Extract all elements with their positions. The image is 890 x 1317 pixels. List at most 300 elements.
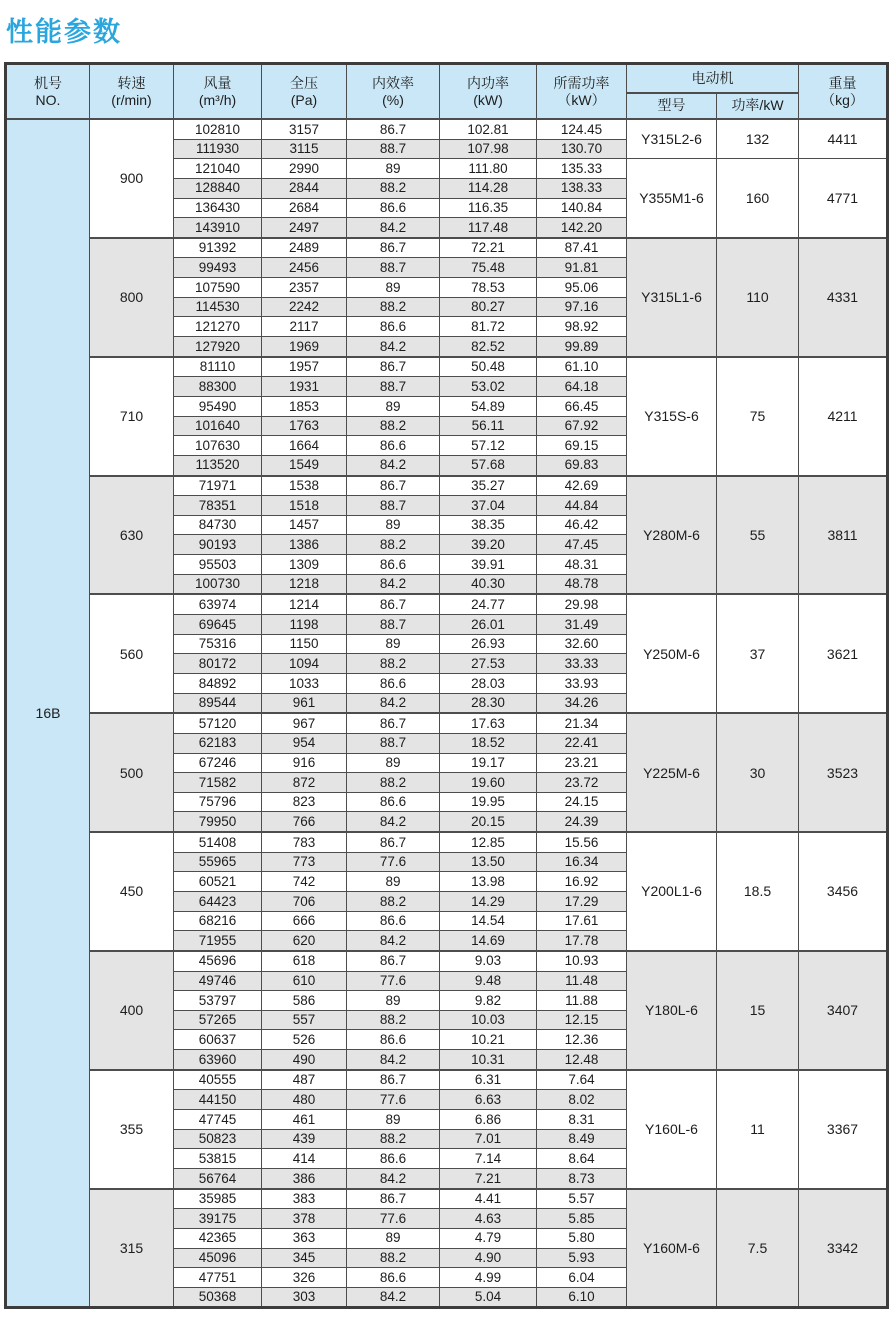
pressure-cell: 823 [262,792,347,812]
efficiency-cell: 86.7 [347,1189,440,1209]
efficiency-cell: 84.2 [347,1050,440,1070]
pressure-cell: 2357 [262,278,347,298]
motor-power-cell: 30 [717,713,799,832]
pressure-cell: 2844 [262,178,347,198]
table-row [6,832,888,852]
airflow-cell: 100730 [174,574,262,594]
pressure-cell: 461 [262,1110,347,1130]
pressure-cell: 742 [262,872,347,892]
airflow-cell: 80172 [174,654,262,674]
airflow-cell: 113520 [174,455,262,475]
motor-power-cell: 160 [717,159,799,238]
airflow-cell: 50368 [174,1287,262,1308]
col-header-airflow-line2: (m³/h) [198,91,237,108]
efficiency-cell: 88.7 [347,139,440,159]
speed-cell: 560 [90,594,174,713]
pressure-cell: 1931 [262,377,347,397]
internal-power-cell: 6.86 [440,1110,537,1130]
table-row [6,1070,888,1090]
pressure-cell: 773 [262,852,347,872]
col-header-efficiency-line1: 内效率 [372,75,414,92]
required-power-cell: 11.48 [537,971,627,991]
required-power-cell: 12.15 [537,1010,627,1030]
required-power-cell: 44.84 [537,496,627,516]
col-header-efficiency [347,64,440,120]
motor-power-cell: 11 [717,1070,799,1189]
col-header-airflow-line1: 风量 [203,75,232,92]
speed-cell: 315 [90,1189,174,1308]
col-header-speed-line2: (r/min) [111,91,152,108]
internal-power-cell: 19.95 [440,792,537,812]
internal-power-cell: 72.21 [440,238,537,258]
pressure-cell: 480 [262,1090,347,1110]
internal-power-cell: 82.52 [440,337,537,357]
weight-cell: 4771 [799,159,888,238]
required-power-cell: 7.64 [537,1070,627,1090]
required-power-cell: 33.93 [537,673,627,693]
pressure-cell: 1957 [262,357,347,377]
airflow-cell: 136430 [174,198,262,218]
airflow-cell: 99493 [174,258,262,278]
col-header-motor-model: 型号 [627,93,717,119]
pressure-cell: 1664 [262,436,347,456]
motor-model-cell: Y160M-6 [627,1189,717,1308]
required-power-cell: 16.34 [537,852,627,872]
required-power-cell: 135.33 [537,159,627,179]
airflow-cell: 55965 [174,852,262,872]
airflow-cell: 45696 [174,951,262,971]
airflow-cell: 56764 [174,1168,262,1188]
airflow-cell: 44150 [174,1090,262,1110]
internal-power-cell: 6.63 [440,1090,537,1110]
airflow-cell: 111930 [174,139,262,159]
internal-power-cell: 4.63 [440,1209,537,1229]
internal-power-cell: 13.98 [440,872,537,892]
required-power-cell: 42.69 [537,476,627,496]
motor-model-cell: Y280M-6 [627,476,717,595]
internal-power-cell: 35.27 [440,476,537,496]
required-power-cell: 91.81 [537,258,627,278]
airflow-cell: 63974 [174,594,262,614]
efficiency-cell: 77.6 [347,971,440,991]
efficiency-cell: 88.2 [347,773,440,793]
efficiency-cell: 86.7 [347,119,440,139]
efficiency-cell: 89 [347,515,440,535]
table-row [6,476,888,496]
airflow-cell: 50823 [174,1129,262,1149]
efficiency-cell: 84.2 [347,812,440,832]
pressure-cell: 363 [262,1228,347,1248]
required-power-cell: 23.21 [537,753,627,773]
pressure-cell: 1457 [262,515,347,535]
efficiency-cell: 89 [347,634,440,654]
internal-power-cell: 53.02 [440,377,537,397]
pressure-cell: 2242 [262,297,347,317]
required-power-cell: 12.48 [537,1050,627,1070]
required-power-cell: 15.56 [537,832,627,852]
internal-power-cell: 14.29 [440,891,537,911]
airflow-cell: 57265 [174,1010,262,1030]
internal-power-cell: 10.21 [440,1030,537,1050]
required-power-cell: 6.10 [537,1287,627,1308]
airflow-cell: 35985 [174,1189,262,1209]
motor-model-cell: Y180L-6 [627,951,717,1070]
airflow-cell: 71971 [174,476,262,496]
required-power-cell: 24.15 [537,792,627,812]
airflow-cell: 60521 [174,872,262,892]
required-power-cell: 124.45 [537,119,627,139]
efficiency-cell: 86.7 [347,357,440,377]
airflow-cell: 107630 [174,436,262,456]
pressure-cell: 2497 [262,218,347,238]
col-header-motor: 电动机 [627,64,799,94]
pressure-cell: 954 [262,733,347,753]
col-header-machine-no-line1: 机号 [34,75,62,92]
efficiency-cell: 77.6 [347,852,440,872]
efficiency-cell: 84.2 [347,455,440,475]
weight-cell: 4331 [799,238,888,357]
internal-power-cell: 13.50 [440,852,537,872]
internal-power-cell: 24.77 [440,594,537,614]
machine-no-cell: 16B [6,119,90,1308]
motor-model-cell: Y160L-6 [627,1070,717,1189]
col-header-required-power-line2: （kW） [557,91,606,108]
internal-power-cell: 12.85 [440,832,537,852]
internal-power-cell: 38.35 [440,515,537,535]
speed-cell: 400 [90,951,174,1070]
weight-cell: 3523 [799,713,888,832]
required-power-cell: 95.06 [537,278,627,298]
pressure-cell: 872 [262,773,347,793]
required-power-cell: 8.49 [537,1129,627,1149]
airflow-cell: 42365 [174,1228,262,1248]
motor-model-cell: Y315L1-6 [627,238,717,357]
required-power-cell: 10.93 [537,951,627,971]
airflow-cell: 95490 [174,396,262,416]
efficiency-cell: 86.6 [347,317,440,337]
internal-power-cell: 27.53 [440,654,537,674]
pressure-cell: 618 [262,951,347,971]
motor-power-cell: 75 [717,357,799,476]
efficiency-cell: 88.2 [347,1010,440,1030]
efficiency-cell: 86.7 [347,832,440,852]
pressure-cell: 1853 [262,396,347,416]
airflow-cell: 89544 [174,693,262,713]
required-power-cell: 31.49 [537,615,627,635]
motor-power-cell: 110 [717,238,799,357]
efficiency-cell: 86.6 [347,792,440,812]
required-power-cell: 17.78 [537,931,627,951]
efficiency-cell: 89 [347,1110,440,1130]
speed-cell: 630 [90,476,174,595]
internal-power-cell: 20.15 [440,812,537,832]
internal-power-cell: 17.63 [440,713,537,733]
internal-power-cell: 9.03 [440,951,537,971]
pressure-cell: 666 [262,911,347,931]
weight-cell: 3342 [799,1189,888,1308]
pressure-cell: 1094 [262,654,347,674]
pressure-cell: 3115 [262,139,347,159]
internal-power-cell: 50.48 [440,357,537,377]
pressure-cell: 2117 [262,317,347,337]
col-header-pressure-line2: (Pa) [290,91,318,108]
motor-power-cell: 37 [717,594,799,713]
airflow-cell: 78351 [174,496,262,516]
pressure-cell: 414 [262,1149,347,1169]
weight-cell: 3367 [799,1070,888,1189]
pressure-cell: 783 [262,832,347,852]
airflow-cell: 81110 [174,357,262,377]
performance-table [4,62,889,1309]
pressure-cell: 3157 [262,119,347,139]
efficiency-cell: 86.6 [347,1149,440,1169]
required-power-cell: 21.34 [537,713,627,733]
col-header-weight-line2: （kg） [821,91,864,108]
internal-power-cell: 14.54 [440,911,537,931]
efficiency-cell: 88.2 [347,891,440,911]
col-header-machine-no-line2: NO. [35,91,61,108]
airflow-cell: 121270 [174,317,262,337]
airflow-cell: 60637 [174,1030,262,1050]
airflow-cell: 64423 [174,891,262,911]
required-power-cell: 5.85 [537,1209,627,1229]
internal-power-cell: 28.03 [440,673,537,693]
pressure-cell: 378 [262,1209,347,1229]
col-header-efficiency-line2: (%) [382,91,404,108]
pressure-cell: 1218 [262,574,347,594]
pressure-cell: 1198 [262,615,347,635]
pressure-cell: 1969 [262,337,347,357]
airflow-cell: 39175 [174,1209,262,1229]
table-row [6,713,888,733]
col-header-internal-power [440,64,537,120]
table-row [6,238,888,258]
speed-cell: 900 [90,119,174,238]
required-power-cell: 5.57 [537,1189,627,1209]
pressure-cell: 586 [262,991,347,1011]
airflow-cell: 47751 [174,1268,262,1288]
pressure-cell: 1150 [262,634,347,654]
required-power-cell: 69.15 [537,436,627,456]
internal-power-cell: 6.31 [440,1070,537,1090]
airflow-cell: 79950 [174,812,262,832]
airflow-cell: 107590 [174,278,262,298]
efficiency-cell: 84.2 [347,1168,440,1188]
efficiency-cell: 88.2 [347,178,440,198]
required-power-cell: 138.33 [537,178,627,198]
weight-cell: 4411 [799,119,888,159]
pressure-cell: 526 [262,1030,347,1050]
airflow-cell: 91392 [174,238,262,258]
required-power-cell: 33.33 [537,654,627,674]
pressure-cell: 326 [262,1268,347,1288]
required-power-cell: 8.73 [537,1168,627,1188]
pressure-cell: 1214 [262,594,347,614]
airflow-cell: 63960 [174,1050,262,1070]
internal-power-cell: 102.81 [440,119,537,139]
airflow-cell: 40555 [174,1070,262,1090]
airflow-cell: 95503 [174,555,262,575]
efficiency-cell: 84.2 [347,1287,440,1308]
internal-power-cell: 114.28 [440,178,537,198]
page-title: 性能参数 [6,17,122,47]
table-row [6,594,888,614]
pressure-cell: 2684 [262,198,347,218]
required-power-cell: 140.84 [537,198,627,218]
required-power-cell: 17.29 [537,891,627,911]
efficiency-cell: 89 [347,278,440,298]
table-row [6,357,888,377]
internal-power-cell: 26.01 [440,615,537,635]
table-body [6,119,888,1308]
efficiency-cell: 89 [347,991,440,1011]
pressure-cell: 706 [262,891,347,911]
col-header-speed [90,64,174,120]
internal-power-cell: 7.01 [440,1129,537,1149]
internal-power-cell: 19.60 [440,773,537,793]
airflow-cell: 57120 [174,713,262,733]
efficiency-cell: 86.6 [347,911,440,931]
airflow-cell: 67246 [174,753,262,773]
efficiency-cell: 86.7 [347,713,440,733]
required-power-cell: 48.31 [537,555,627,575]
internal-power-cell: 56.11 [440,416,537,436]
table-header [6,64,888,120]
required-power-cell: 24.39 [537,812,627,832]
required-power-cell: 8.31 [537,1110,627,1130]
motor-power-cell: 132 [717,119,799,159]
required-power-cell: 34.26 [537,693,627,713]
airflow-cell: 71582 [174,773,262,793]
internal-power-cell: 19.17 [440,753,537,773]
col-header-speed-line1: 转速 [117,75,146,92]
pressure-cell: 345 [262,1248,347,1268]
internal-power-cell: 39.91 [440,555,537,575]
required-power-cell: 16.92 [537,872,627,892]
weight-cell: 4211 [799,357,888,476]
required-power-cell: 46.42 [537,515,627,535]
weight-cell: 3456 [799,832,888,951]
efficiency-cell: 89 [347,872,440,892]
efficiency-cell: 86.6 [347,436,440,456]
required-power-cell: 97.16 [537,297,627,317]
efficiency-cell: 86.7 [347,476,440,496]
table-row [6,951,888,971]
internal-power-cell: 107.98 [440,139,537,159]
col-header-pressure [262,64,347,120]
required-power-cell: 5.93 [537,1248,627,1268]
airflow-cell: 121040 [174,159,262,179]
required-power-cell: 22.41 [537,733,627,753]
pressure-cell: 386 [262,1168,347,1188]
airflow-cell: 75316 [174,634,262,654]
internal-power-cell: 4.99 [440,1268,537,1288]
pressure-cell: 610 [262,971,347,991]
required-power-cell: 17.61 [537,911,627,931]
weight-cell: 3811 [799,476,888,595]
internal-power-cell: 4.79 [440,1228,537,1248]
efficiency-cell: 86.7 [347,951,440,971]
motor-model-cell: Y315S-6 [627,357,717,476]
efficiency-cell: 84.2 [347,574,440,594]
pressure-cell: 916 [262,753,347,773]
pressure-cell: 2489 [262,238,347,258]
motor-power-cell: 18.5 [717,832,799,951]
speed-cell: 710 [90,357,174,476]
efficiency-cell: 89 [347,1228,440,1248]
airflow-cell: 71955 [174,931,262,951]
col-header-pressure-line1: 全压 [290,75,318,92]
motor-model-cell: Y355M1-6 [627,159,717,238]
efficiency-cell: 88.7 [347,258,440,278]
efficiency-cell: 77.6 [347,1090,440,1110]
efficiency-cell: 88.2 [347,297,440,317]
pressure-cell: 961 [262,693,347,713]
col-header-required-power-line1: 所需功率 [553,75,610,92]
table-row [6,119,888,139]
airflow-cell: 47745 [174,1110,262,1130]
internal-power-cell: 10.31 [440,1050,537,1070]
internal-power-cell: 7.14 [440,1149,537,1169]
internal-power-cell: 5.04 [440,1287,537,1308]
col-header-weight [799,64,888,120]
internal-power-cell: 18.52 [440,733,537,753]
airflow-cell: 68216 [174,911,262,931]
airflow-cell: 128840 [174,178,262,198]
efficiency-cell: 88.7 [347,377,440,397]
table-row [6,1189,888,1209]
weight-cell: 3407 [799,951,888,1070]
airflow-cell: 127920 [174,337,262,357]
internal-power-cell: 28.30 [440,693,537,713]
internal-power-cell: 4.90 [440,1248,537,1268]
required-power-cell: 98.92 [537,317,627,337]
airflow-cell: 53815 [174,1149,262,1169]
required-power-cell: 11.88 [537,991,627,1011]
airflow-cell: 53797 [174,991,262,1011]
internal-power-cell: 116.35 [440,198,537,218]
speed-cell: 355 [90,1070,174,1189]
internal-power-cell: 111.80 [440,159,537,179]
efficiency-cell: 84.2 [347,218,440,238]
internal-power-cell: 57.68 [440,455,537,475]
airflow-cell: 88300 [174,377,262,397]
efficiency-cell: 84.2 [347,693,440,713]
pressure-cell: 2456 [262,258,347,278]
required-power-cell: 142.20 [537,218,627,238]
airflow-cell: 69645 [174,615,262,635]
pressure-cell: 1763 [262,416,347,436]
required-power-cell: 67.92 [537,416,627,436]
efficiency-cell: 88.7 [347,615,440,635]
required-power-cell: 61.10 [537,357,627,377]
efficiency-cell: 89 [347,396,440,416]
airflow-cell: 114530 [174,297,262,317]
internal-power-cell: 57.12 [440,436,537,456]
required-power-cell: 32.60 [537,634,627,654]
pressure-cell: 557 [262,1010,347,1030]
efficiency-cell: 89 [347,159,440,179]
internal-power-cell: 75.48 [440,258,537,278]
internal-power-cell: 80.27 [440,297,537,317]
required-power-cell: 48.78 [537,574,627,594]
motor-model-cell: Y250M-6 [627,594,717,713]
internal-power-cell: 81.72 [440,317,537,337]
col-header-required-power [537,64,627,120]
required-power-cell: 6.04 [537,1268,627,1288]
pressure-cell: 1309 [262,555,347,575]
internal-power-cell: 9.82 [440,991,537,1011]
